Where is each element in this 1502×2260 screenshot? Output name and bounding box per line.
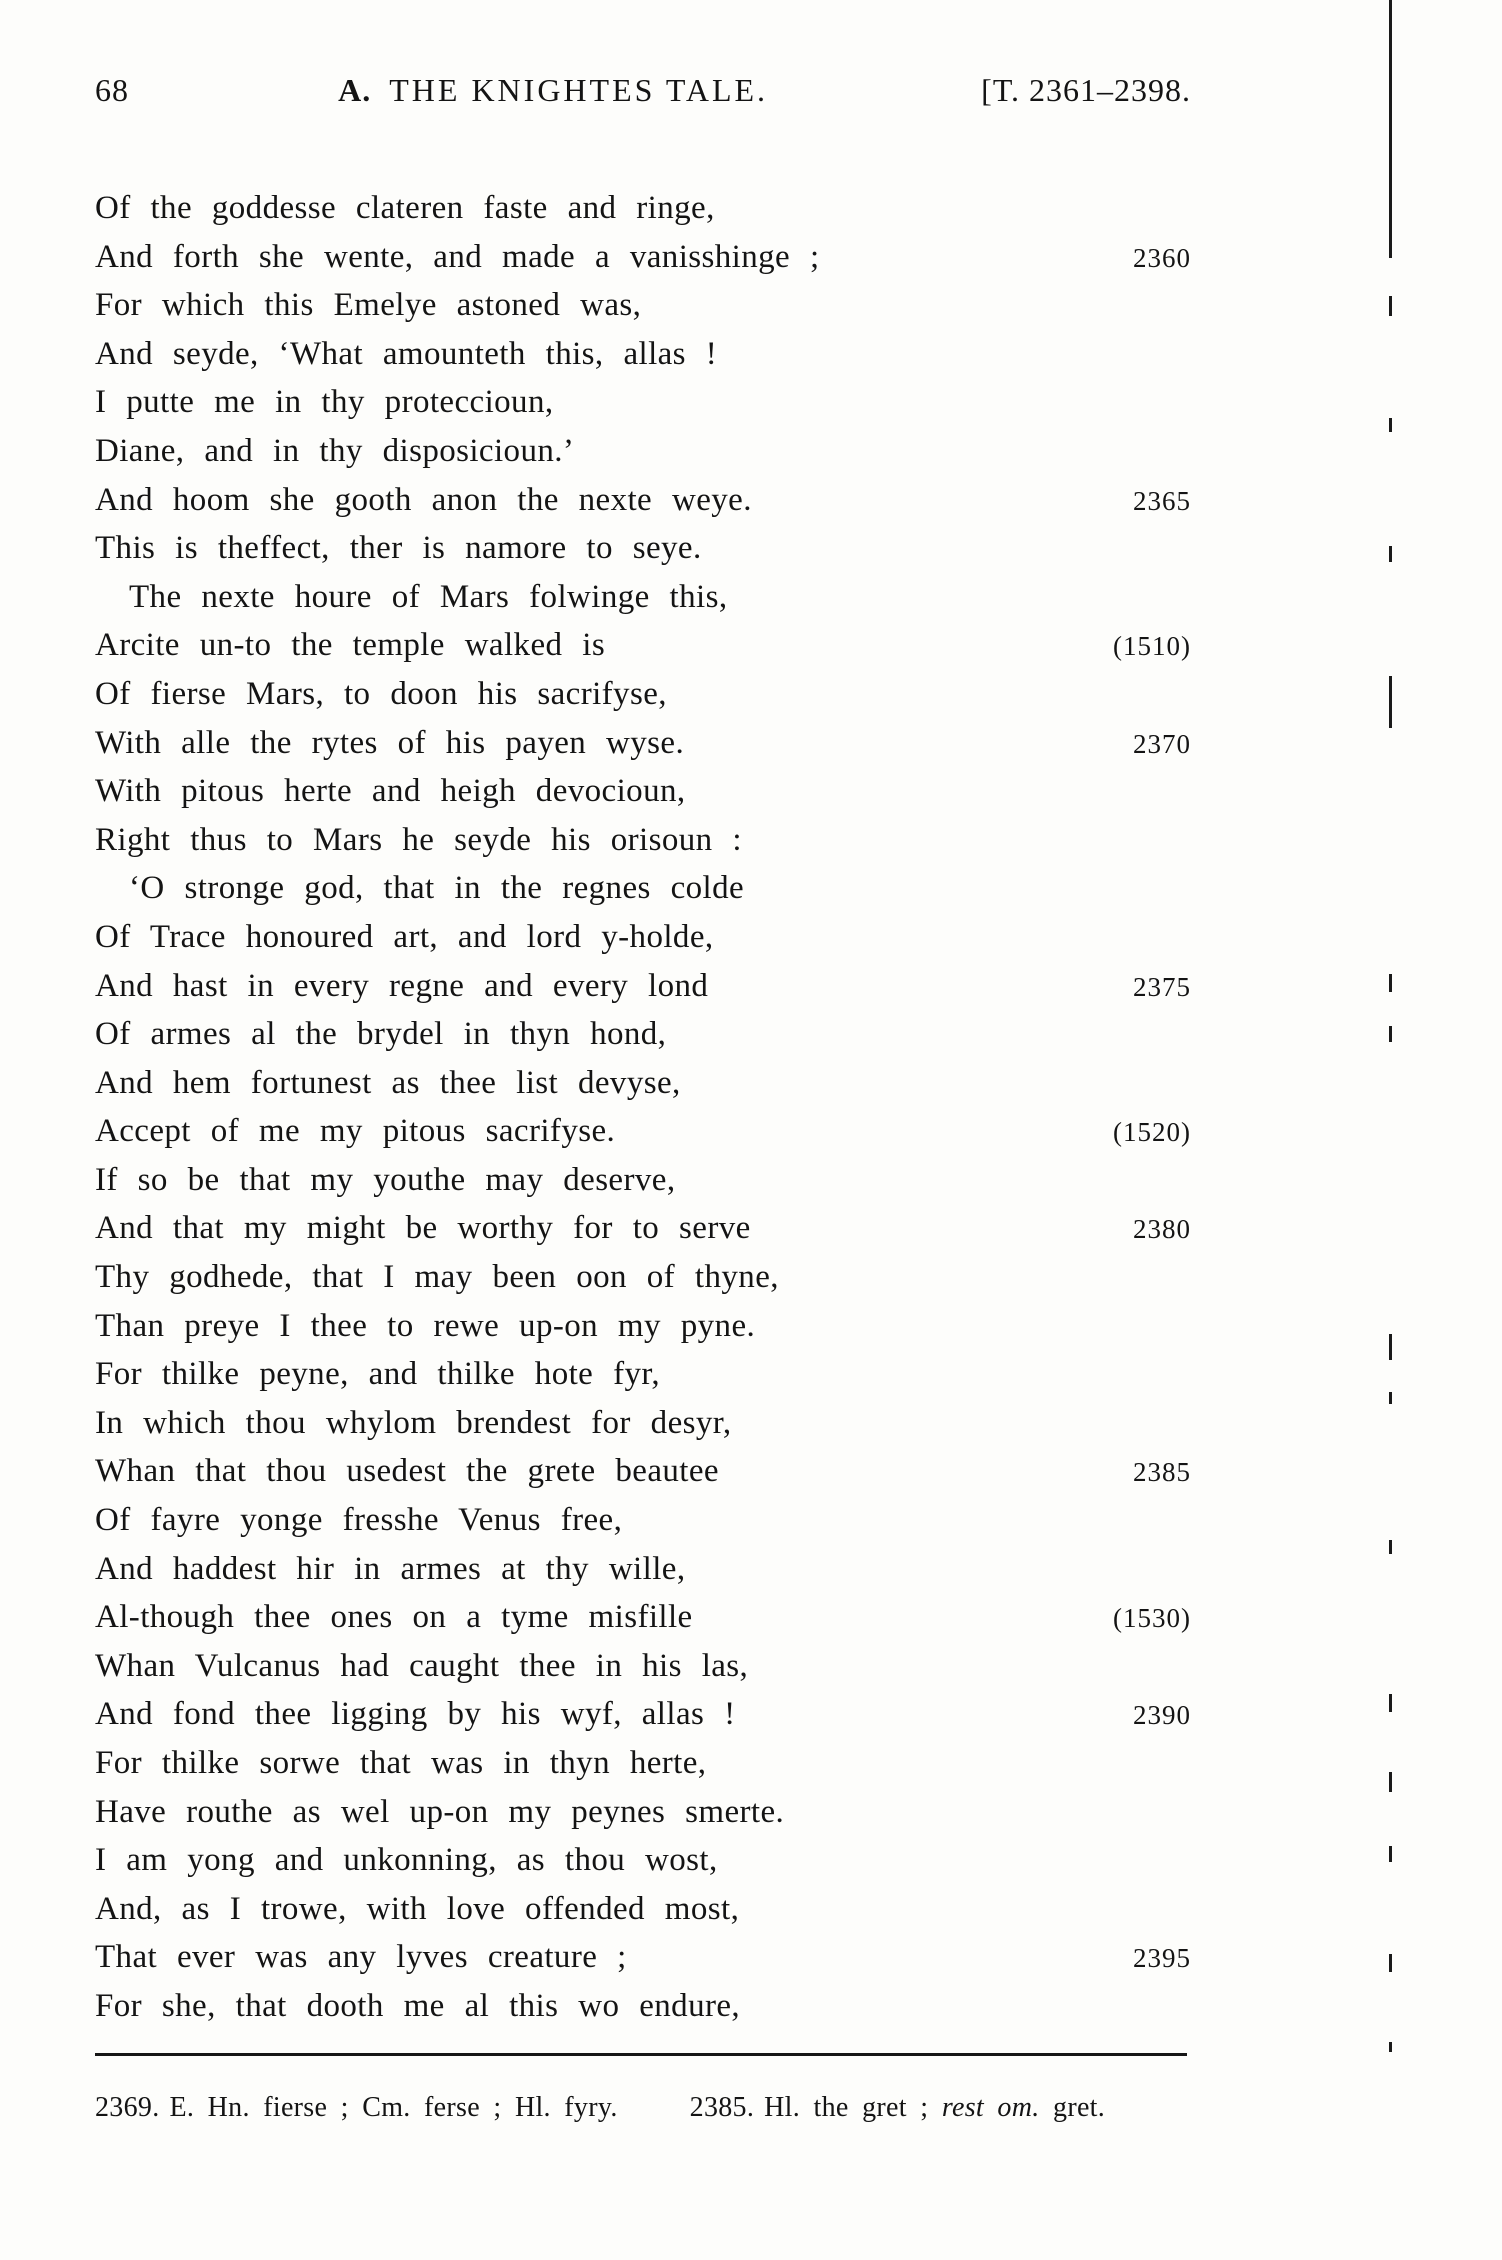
poem-line-text: Thy godhede, that I may been oon of thyne, [95,1259,779,1296]
page-edge-line [1389,1954,1392,1972]
poem-line-text: And haddest hir in armes at thy wille, [95,1550,686,1587]
poem-line-text: And forth she wente, and made a vanisshinge ; [95,238,820,275]
poem-line [95,1405,1191,1454]
poem-line-text: With alle the rytes of his payen wyse. [95,724,685,761]
poem-line-text: Diane, and in thy disposicioun.’ [95,432,575,469]
poem-line [95,1891,1191,1940]
poem-line-text: Have routhe as wel up-on my peynes smerte. [95,1793,785,1830]
poem-line-text: ‘O stronge god, that in the regnes colde [129,870,745,907]
poem-line [95,968,1191,1017]
margin-line-number: 2385 [1133,1457,1191,1488]
page-edge-line [1389,1846,1392,1862]
poem-line [95,627,1191,676]
footnote-line-ref: 2369. [95,2092,160,2123]
poem-line [95,1453,1191,1502]
poem-line [95,1988,1191,2037]
page-number: 68 [95,72,129,108]
running-title [180,72,926,109]
running-title-text: THE KNIGHTES TALE. [389,72,769,108]
footnote-line-ref: 2385. [689,2092,755,2123]
margin-line-number: (1530) [1113,1603,1191,1634]
poem-line [95,919,1191,968]
poem-line [95,1016,1191,1065]
poem-line-text: That ever was any lyves creature ; [95,1939,627,1976]
margin-line-number: 2375 [1133,971,1191,1002]
fragment-letter: A. [338,72,372,108]
poem-line-text: This is theffect, ther is namore to seye. [95,530,702,567]
margin-line-number: (1510) [1113,631,1191,662]
poem-line-text: The nexte houre of Mars folwinge this, [129,578,728,615]
poem-line [95,1162,1191,1211]
poem-line-text: And fond thee ligging by his wyf, allas ! [95,1696,736,1733]
poem-line [95,725,1191,774]
page-edge-line [1389,1540,1392,1554]
margin-line-number: 2395 [1133,1943,1191,1974]
page-edge-line [1389,546,1392,562]
footnote-italic-text: rest om. [941,2092,1040,2123]
poem-text-block [95,190,1191,2037]
poem-line-text: Whan Vulcanus had caught thee in his las, [95,1647,749,1684]
poem-line [95,482,1191,531]
page-header [95,72,1191,118]
margin-line-number: 2390 [1133,1700,1191,1731]
footnote-text: E. Hn. fierse ; Cm. ferse ; Hl. fyry. [169,2092,618,2123]
poem-line-text: For which this Emelye astoned was, [95,287,642,324]
poem-line-text: And seyde, ‘What amounteth this, allas ! [95,335,718,372]
page-edge-line [1389,2042,1392,2052]
page-edge-line [1389,1772,1392,1792]
margin-line-number: 2370 [1133,728,1191,759]
margin-line-number: (1520) [1113,1117,1191,1148]
poem-line [95,1356,1191,1405]
margin-line-number: 2380 [1133,1214,1191,1245]
poem-line-text: Whan that thou usedest the grete beautee [95,1453,719,1490]
poem-line [95,433,1191,482]
poem-line [95,1648,1191,1697]
poem-line [95,336,1191,385]
poem-line-text: If so be that my youthe may deserve, [95,1161,676,1198]
poem-line [95,1842,1191,1891]
poem-line [95,1599,1191,1648]
poem-line [95,579,1191,628]
poem-line-text: Of armes al the brydel in thyn hond, [95,1016,667,1053]
poem-line [95,1113,1191,1162]
poem-line [95,530,1191,579]
page-edge-line [1389,1392,1392,1404]
poem-line [95,870,1191,919]
poem-line [95,287,1191,336]
poem-line [95,1502,1191,1551]
poem-line [95,1065,1191,1114]
poem-line-text: And hoom she gooth anon the nexte weye. [95,481,752,518]
poem-line [95,1259,1191,1308]
poem-line [95,822,1191,871]
footnote-entry [690,2092,1105,2124]
footnote-text: gret. [1053,2092,1106,2123]
page-edge-line [1389,974,1392,992]
page-edge-line [1389,296,1392,316]
page-edge-line [1389,676,1392,728]
poem-line-text: Of Trace honoured art, and lord y-holde, [95,918,714,955]
poem-line [95,1745,1191,1794]
poem-line-text: And hem fortunest as thee list devyse, [95,1064,681,1101]
poem-line-text: Than preye I thee to rewe up-on my pyne. [95,1307,756,1344]
page-edge-line [1389,1026,1392,1042]
page-edge-line [1389,0,1392,258]
poem-line-text: Of the goddesse clateren faste and ringe, [95,190,715,226]
line-range-reference: [T. 2361–2398. [981,72,1191,108]
poem-line-text: Right thus to Mars he seyde his orisoun : [95,821,742,858]
poem-line [95,1551,1191,1600]
footnote-divider [95,2053,1187,2056]
poem-line-text: For thilke sorwe that was in thyn herte, [95,1745,707,1781]
poem-line-text: And that my might be worthy for to serve [95,1210,751,1247]
page-edge-line [1389,1334,1392,1360]
poem-line [95,190,1191,239]
margin-line-number: 2365 [1133,485,1191,516]
poem-line-text: I putte me in thy proteccioun, [95,384,554,421]
poem-line [95,1308,1191,1357]
poem-line-text: Of fayre yonge fresshe Venus free, [95,1502,623,1539]
margin-line-number: 2360 [1133,242,1191,273]
poem-line-text: With pitous herte and heigh devocioun, [95,773,686,810]
poem-line-text: For thilke peyne, and thilke hote fyr, [95,1356,661,1393]
poem-line-text: Al-though thee ones on a tyme misfille [95,1599,693,1636]
poem-line-text: Accept of me my pitous sacrifyse. [95,1113,616,1150]
footnote-entry [95,2092,618,2124]
page-edge-line [1389,1694,1392,1712]
poem-line-text: And, as I trowe, with love offended most, [95,1890,740,1927]
poem-line-text: Arcite un-to the temple walked is [95,627,606,664]
poem-line [95,1939,1191,1988]
poem-line-text: For she, that dooth me al this wo endure, [95,1987,741,2024]
poem-line-text: I am yong and unkonning, as thou wost, [95,1842,718,1879]
page-edge-line [1389,418,1392,432]
poem-line [95,1696,1191,1745]
poem-line-text: And hast in every regne and every lond [95,967,709,1004]
poem-line [95,1210,1191,1259]
poem-line [95,239,1191,288]
poem-line-text: In which thou whylom brendest for desyr, [95,1404,732,1441]
critical-apparatus [95,2092,1191,2124]
footnote-text [1040,2092,1053,2123]
poem-line-text: Of fierse Mars, to doon his sacrifyse, [95,675,667,712]
poem-line [95,384,1191,433]
poem-line [95,773,1191,822]
footnote-text: Hl. the gret ; [764,2092,929,2123]
poem-line [95,1794,1191,1843]
poem-line [95,676,1191,725]
